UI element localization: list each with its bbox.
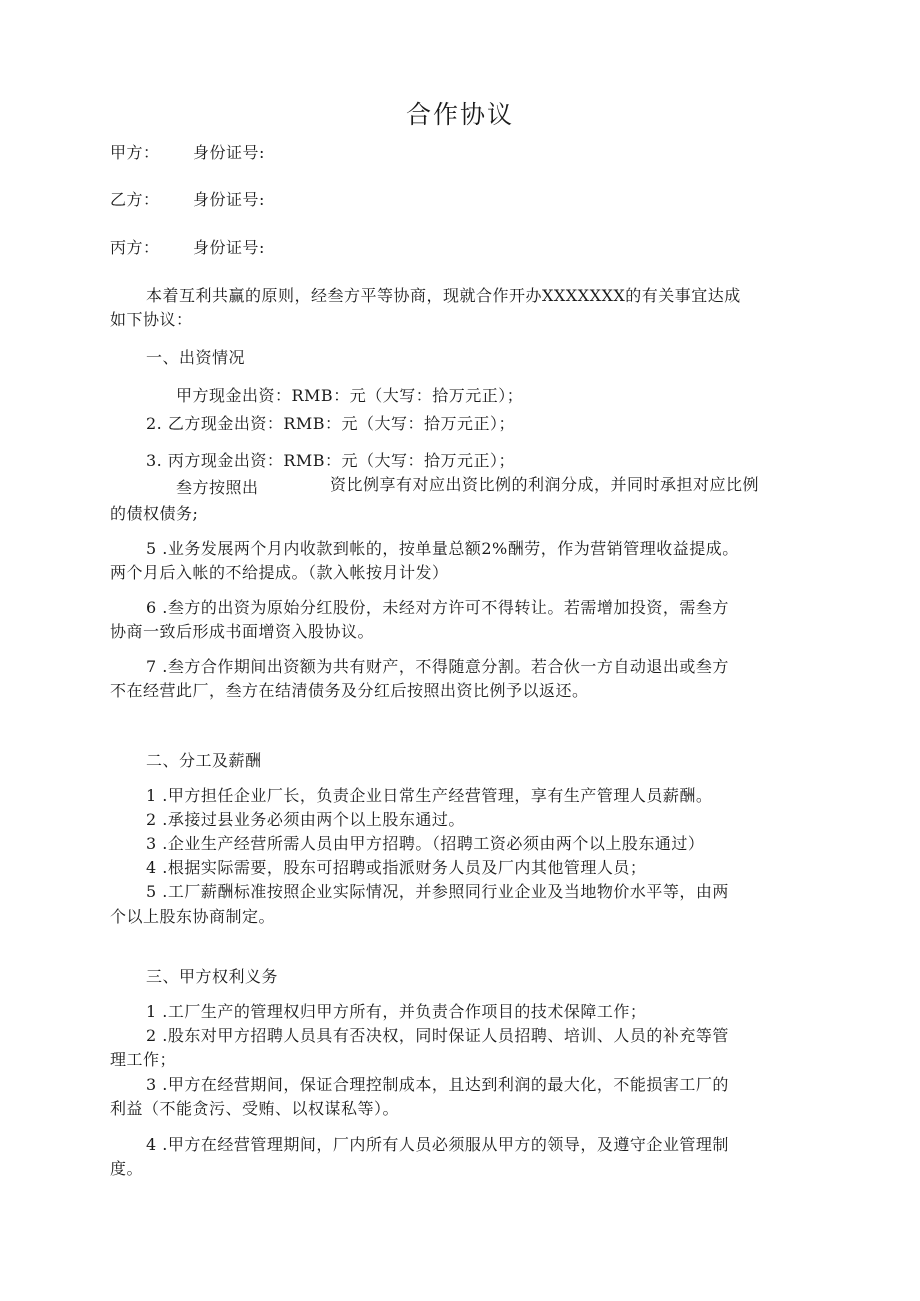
party-c-label: 丙方：	[110, 238, 160, 257]
section-1-line: 资比例享有对应出资比例的利润分成，并同时承担对应比例	[330, 475, 760, 494]
section-1-line: 叁方按照出	[176, 478, 259, 497]
section-1-line: 6 .叁方的出资为原始分红股份，未经对方许可不得转让。若需增加投资，需叁方	[146, 598, 729, 617]
intro-line-2: 如下协议：	[110, 310, 193, 329]
section-2-heading: 二、分工及薪酬	[146, 751, 262, 770]
section-3-line: 理工作；	[110, 1050, 177, 1069]
section-2-line: 5 .工厂薪酬标准按照企业实际情况，并参照同行业企业及当地物价水平等，由两	[146, 882, 729, 901]
section-1-line: 7 .叁方合作期间出资额为共有财产，不得随意分割。若合伙一方自动退出或叁方	[146, 657, 729, 676]
party-b-id-label: 身份证号:	[193, 190, 265, 209]
section-1-line: 3. 丙方现金出资：RMB：元（大写：拾万元正）；	[146, 451, 516, 470]
section-3-line: 利益（不能贪污、受贿、以权谋私等）。	[110, 1099, 400, 1118]
section-1-heading: 一、出资情况	[146, 348, 246, 367]
section-2-line: 2 .承接过县业务必须由两个以上股东通过。	[146, 810, 465, 829]
section-3-line: 2 .股东对甲方招聘人员具有否决权，同时保证人员招聘、培训、人员的补充等管	[146, 1026, 729, 1045]
section-2-line: 4 .根据实际需要，股东可招聘或指派财务人员及厂内其他管理人员；	[146, 858, 647, 877]
section-1-line: 2. 乙方现金出资：RMB：元（大写：拾万元正）；	[146, 414, 516, 433]
section-3-heading: 三、甲方权利义务	[146, 967, 279, 986]
party-a-id-label: 身份证号:	[193, 143, 265, 162]
section-1-line: 甲方现金出资：RMB：元（大写：拾万元正）；	[176, 386, 524, 405]
intro-line-1: 本着互利共赢的原则，经叁方平等协商，现就合作开办XXXXXXX的有关事宜达成	[146, 286, 741, 305]
section-3-line: 度。	[110, 1159, 144, 1178]
section-2-line: 3 .企业生产经营所需人员由甲方招聘。（招聘工资必须由两个以上股东通过）	[146, 834, 705, 853]
section-1-line: 不在经营此厂，叁方在结清债务及分红后按照出资比例予以返还。	[110, 681, 589, 700]
section-1-line: 两个月后入帐的不给提成。（款入帐按月计发）	[110, 563, 449, 582]
section-1-line: 协商一致后形成书面增资入股协议。	[110, 622, 375, 641]
section-1-line: 的债权债务;	[110, 504, 199, 523]
section-2-line: 个以上股东协商制定。	[110, 907, 276, 926]
party-a-label: 甲方：	[110, 143, 160, 162]
section-2-line: 1 .甲方担任企业厂长，负责企业日常生产经营管理，享有生产管理人员薪酬。	[146, 786, 713, 805]
section-3-line: 1 .工厂生产的管理权归甲方所有，并负责合作项目的技术保障工作；	[146, 1002, 647, 1021]
section-3-line: 4 .甲方在经营管理期间，厂内所有人员必须服从甲方的领导，及遵守企业管理制	[146, 1135, 729, 1154]
section-1-line: 5 .业务发展两个月内收款到帐的，按单量总额2%酬劳，作为营销管理收益提成。	[146, 539, 739, 558]
document-title: 合作协议	[405, 100, 514, 129]
party-c-id-label: 身份证号:	[193, 238, 265, 257]
section-3-line: 3 .甲方在经营期间，保证合理控制成本，且达到利润的最大化，不能损害工厂的	[146, 1075, 729, 1094]
party-b-label: 乙方：	[110, 190, 160, 209]
